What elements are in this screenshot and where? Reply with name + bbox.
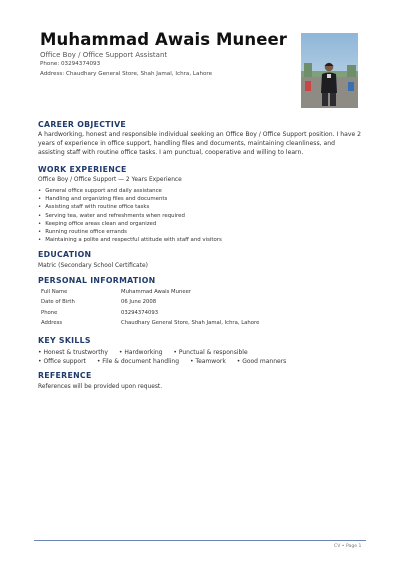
info-label: Phone xyxy=(41,309,58,316)
list-item: • Keeping office areas clean and organized xyxy=(38,220,222,228)
profile-photo xyxy=(301,33,358,108)
personal-info-table xyxy=(38,289,259,331)
info-value: Chaudhary General Store, Shah Jamal, Ichra, Lahore xyxy=(121,320,260,327)
personal-information-heading: PERSONAL INFORMATION xyxy=(38,276,156,285)
skills-row-1 xyxy=(38,349,257,356)
table-row xyxy=(38,320,259,330)
reference-heading: REFERENCE xyxy=(38,371,92,380)
list-item: • Assisting staff with routine office tasks xyxy=(38,203,222,211)
work-duties-list xyxy=(38,187,222,244)
skill-item: • Teamwork xyxy=(190,358,226,365)
skill-item: • File & document handling xyxy=(97,358,179,365)
education-text: Matric (Secondary School Certificate) xyxy=(38,263,148,269)
work-experience-heading: WORK EXPERIENCE xyxy=(38,165,127,174)
info-label: Date of Birth xyxy=(41,299,75,306)
table-row xyxy=(38,289,259,299)
info-value: 06 June 2008 xyxy=(121,299,157,306)
skill-item: • Honest & trustworthy xyxy=(38,349,108,356)
skill-item: • Punctual & responsible xyxy=(173,349,247,356)
info-label: Address xyxy=(41,320,63,327)
candidate-name: Muhammad Awais Muneer xyxy=(40,30,288,49)
list-item: • Serving tea, water and refreshments when required xyxy=(38,212,222,220)
skill-item: • Good manners xyxy=(237,358,287,365)
page-footer: CV • Page 1 xyxy=(334,544,362,549)
list-item: • General office support and daily assistance xyxy=(38,187,222,195)
key-skills-heading: KEY SKILLS xyxy=(38,336,91,345)
contact-address: Address: Chaudhary General Store, Shah Jamal, Ichra, Lahore xyxy=(40,71,213,77)
reference-text: References will be provided upon request. xyxy=(38,384,163,390)
skill-item: • Office support xyxy=(38,358,86,365)
list-item: • Maintaining a polite and respectful attitude with staff and visitors xyxy=(38,236,222,244)
list-item: • Handling and organizing files and documents xyxy=(38,195,222,203)
footer-divider xyxy=(34,540,366,541)
table-row xyxy=(38,299,259,309)
career-objective-text: A hardworking, honest and responsible individual seeking an Office Boy / Office Support position. I have 2 years of experience in office support, handling files and documents, maintaining cleanliness, and assisting staff with routine office tasks. I am punctual, cooperative and willing to learn. xyxy=(38,131,362,157)
table-row xyxy=(38,310,259,320)
contact-phone: Phone: 03294374093 xyxy=(40,61,101,67)
career-objective-heading: CAREER OBJECTIVE xyxy=(38,120,127,129)
work-role: Office Boy / Office Support — 2 Years Experience xyxy=(38,177,182,183)
info-value: Muhammad Awais Muneer xyxy=(121,289,192,295)
list-item: • Running routine office errands xyxy=(38,228,222,236)
skill-item: • Hardworking xyxy=(119,349,163,356)
skills-row-2 xyxy=(38,358,295,365)
info-value: 03294374093 xyxy=(121,309,159,316)
info-label: Full Name xyxy=(41,289,68,295)
job-title: Office Boy / Office Support Assistant xyxy=(40,51,168,59)
education-heading: EDUCATION xyxy=(38,250,92,259)
